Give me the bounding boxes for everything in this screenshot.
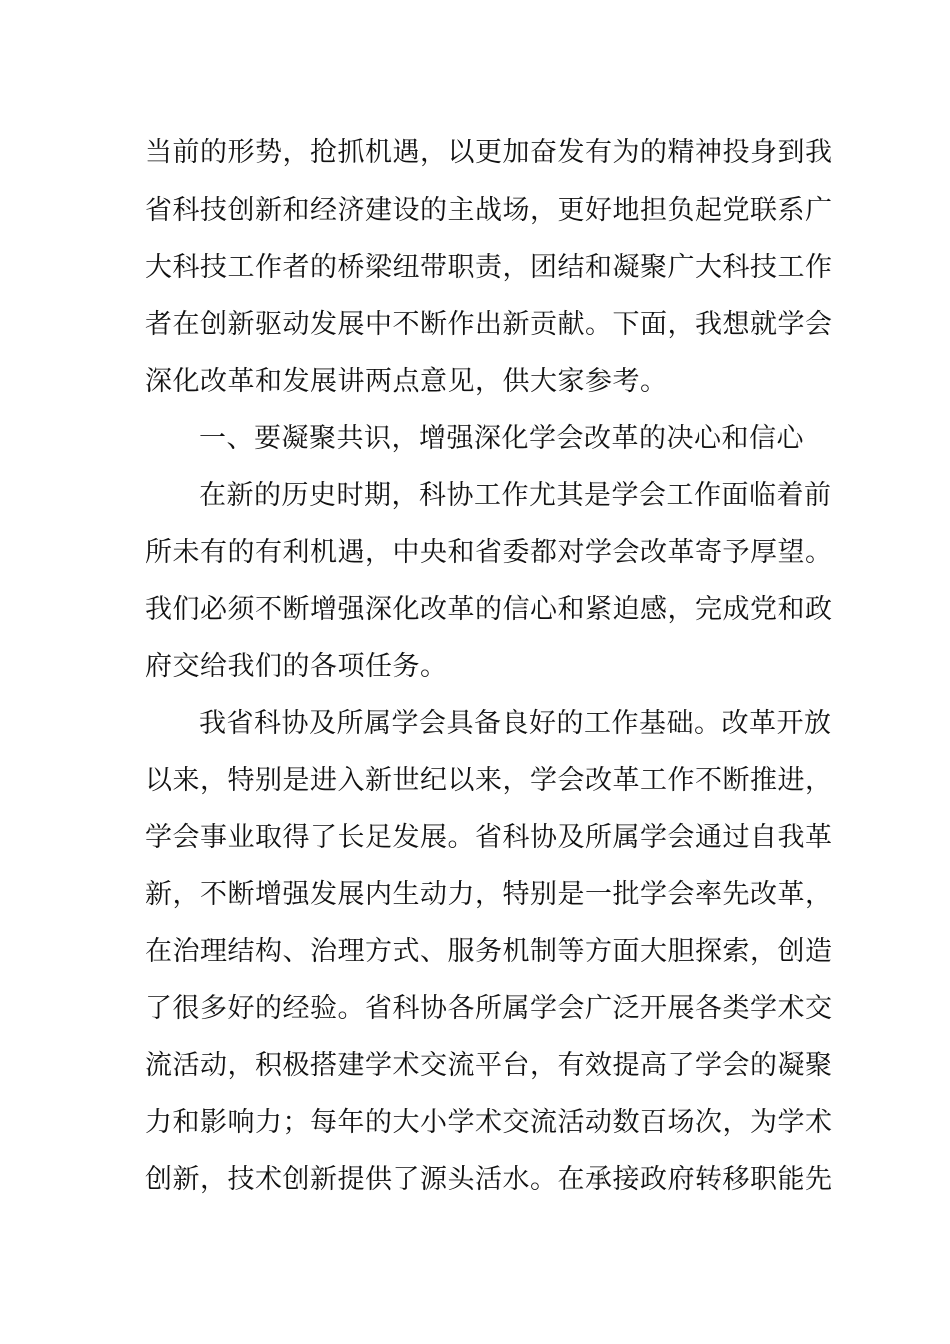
text-line-13: 学会事业取得了长足发展。省科协及所属学会通过自我革 xyxy=(145,822,833,853)
text-line-14: 新，不断增强发展内生动力，特别是一批学会率先改革， xyxy=(145,879,833,910)
text-line-4: 者在创新驱动发展中不断作出新贡献。下面，我想就学会 xyxy=(145,309,833,340)
text-line-11: 我省科协及所属学会具备良好的工作基础。改革开放 xyxy=(199,708,832,739)
text-line-7: 在新的历史时期，科协工作尤其是学会工作面临着前 xyxy=(199,480,832,511)
text-line-3: 大科技工作者的桥梁纽带职责，团结和凝聚广大科技工作 xyxy=(145,252,833,283)
section-heading: 一、要凝聚共识，增强深化学会改革的决心和信心 xyxy=(199,423,804,454)
text-line-9: 我们必须不断增强深化改革的信心和紧迫感，完成党和政 xyxy=(145,594,833,625)
text-line-5: 深化改革和发展讲两点意见，供大家参考。 xyxy=(145,366,668,397)
text-line-8: 所未有的有利机遇，中央和省委都对学会改革寄予厚望。 xyxy=(145,537,833,568)
text-line-19: 创新，技术创新提供了源头活水。在承接政府转移职能先 xyxy=(145,1164,833,1195)
text-line-17: 流活动，积极搭建学术交流平台，有效提高了学会的凝聚 xyxy=(145,1050,833,1081)
text-line-18: 力和影响力；每年的大小学术交流活动数百场次，为学术 xyxy=(145,1107,833,1138)
text-line-1: 当前的形势，抢抓机遇，以更加奋发有为的精神投身到我 xyxy=(145,137,833,168)
text-line-10: 府交给我们的各项任务。 xyxy=(145,651,448,682)
text-line-16: 了很多好的经验。省科协各所属学会广泛开展各类学术交 xyxy=(145,993,833,1024)
text-line-12: 以来，特别是进入新世纪以来，学会改革工作不断推进， xyxy=(145,765,833,796)
text-line-15: 在治理结构、治理方式、服务机制等方面大胆探索，创造 xyxy=(145,936,833,967)
text-line-2: 省科技创新和经济建设的主战场，更好地担负起党联系广 xyxy=(145,195,833,226)
